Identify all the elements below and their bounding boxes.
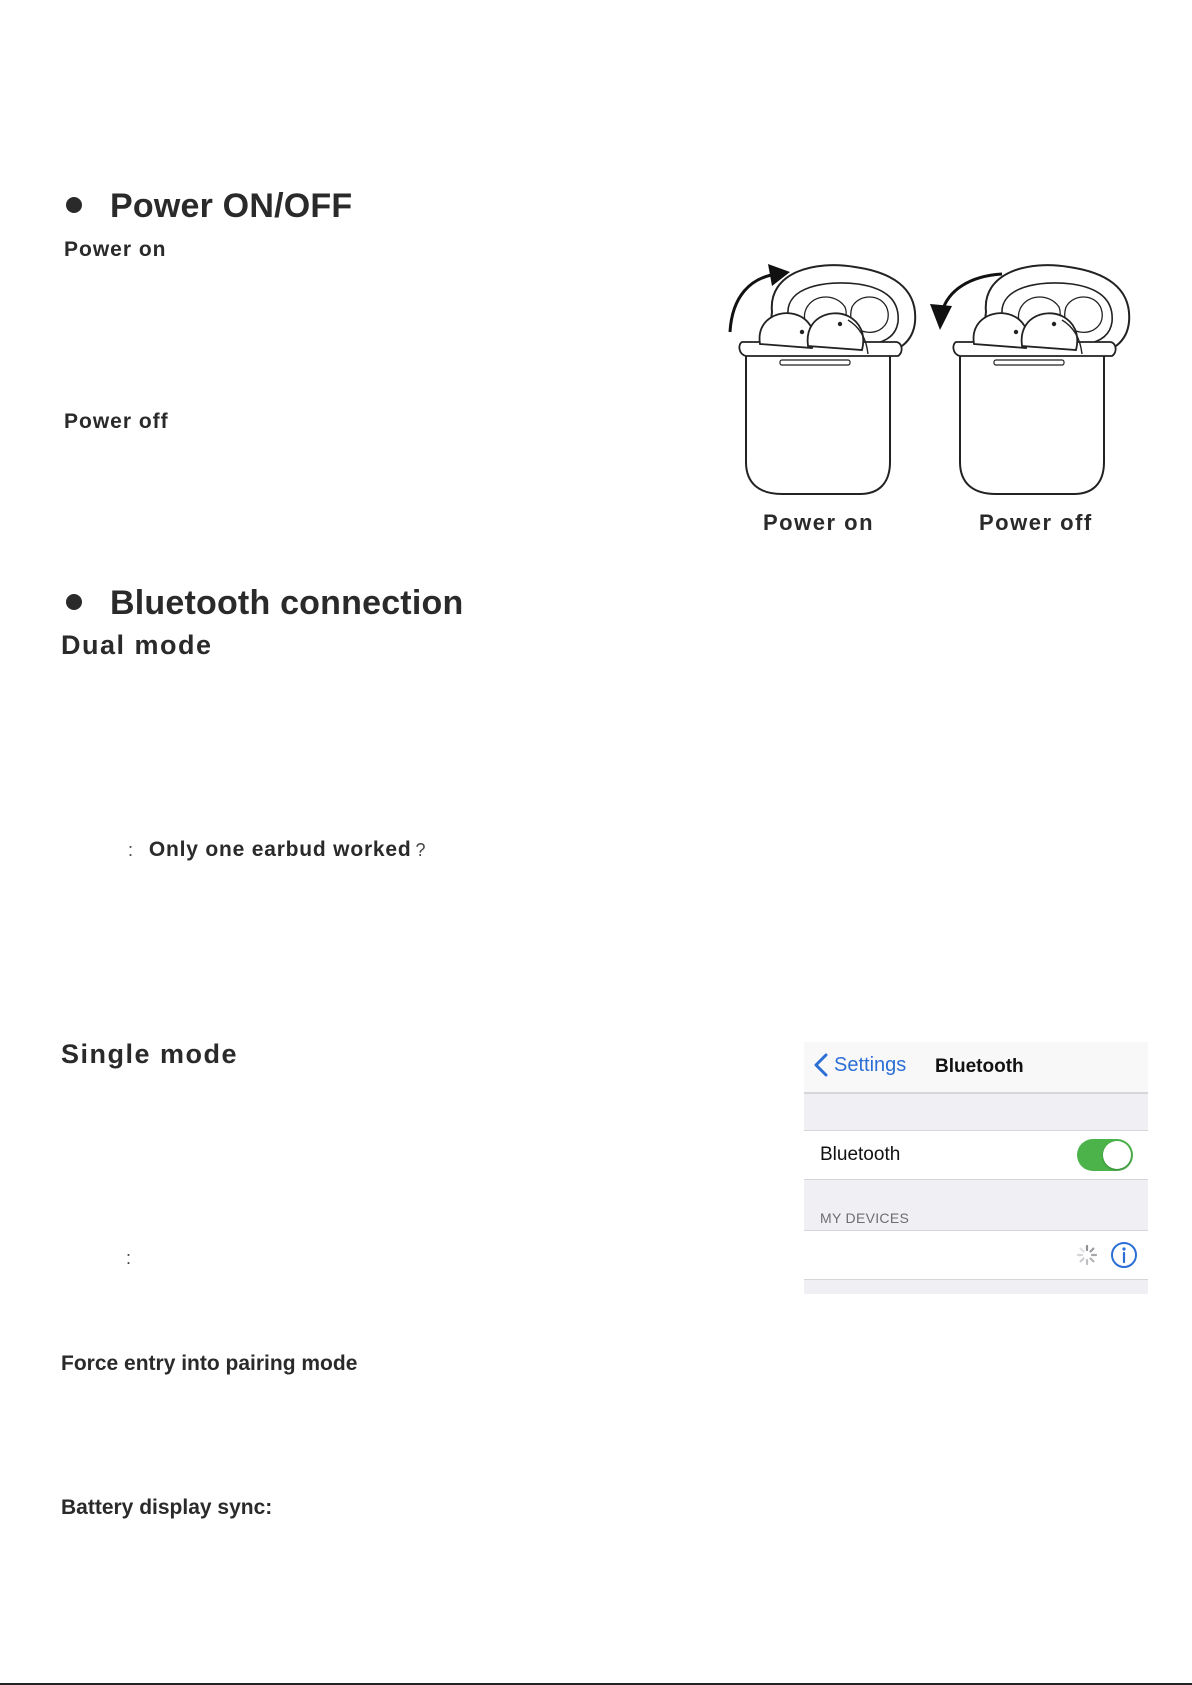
figure-caption-power-on: Power on [763,510,875,535]
rotate-arrow-icon [930,304,952,330]
single-mode-colon: : [126,1248,132,1268]
bullet-icon [66,197,82,213]
toggle-knob [1103,1141,1131,1169]
single-mode-subheading: Single mode [61,1039,239,1069]
case-power-on-figure [730,264,915,494]
settings-back-button[interactable]: Settings [814,1053,906,1077]
power-on-subheading: Power on [64,238,167,261]
device-row[interactable] [804,1230,1148,1280]
figure-caption-power-off: Power off [979,510,1093,535]
bluetooth-row-label: Bluetooth [820,1144,901,1165]
info-icon[interactable] [1110,1241,1138,1269]
bluetooth-toggle-row [804,1130,1148,1180]
dual-mode-subheading: Dual mode [61,630,213,660]
chevron-left-icon [814,1053,828,1077]
force-pairing-heading: Force entry into pairing mode [61,1352,358,1375]
battery-sync-heading: Battery display sync: [61,1496,273,1519]
bullet-icon [66,594,82,610]
bluetooth-toggle[interactable] [1077,1139,1133,1171]
bluetooth-section-heading: Bluetooth connection [66,584,463,623]
only-one-earbud-question: Only one earbud worked [148,838,412,861]
power-section-heading: Power ON/OFF [66,187,352,226]
note-question-mark: ? [415,840,426,860]
spinner-icon [1076,1244,1098,1266]
case-power-off-figure [930,265,1129,494]
power-off-subheading: Power off [64,410,169,433]
dual-mode-note [128,838,426,862]
phone-nav-title: Bluetooth [935,1056,1024,1077]
phone-bluetooth-settings-screenshot [804,1042,1148,1294]
my-devices-header: MY DEVICES [820,1210,910,1226]
note-colon: : [128,840,134,860]
phone-nav-bar [804,1042,1148,1094]
earbud-case-illustration [720,262,1140,500]
